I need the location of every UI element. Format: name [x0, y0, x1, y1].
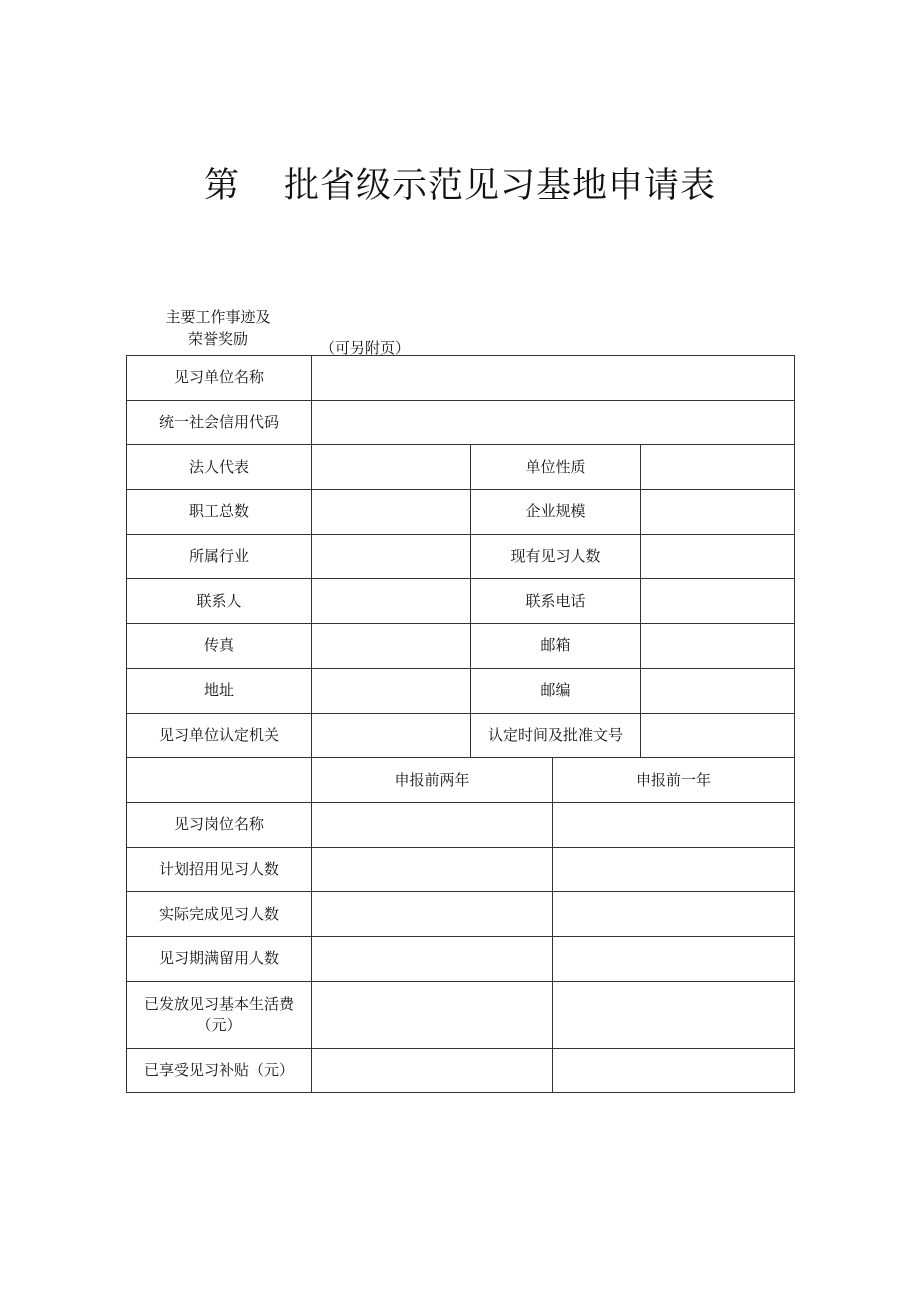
- staff-total-label: 职工总数: [127, 490, 312, 535]
- table-row: [127, 713, 795, 758]
- subsidy-one-year-field[interactable]: [553, 1048, 795, 1093]
- industry-field[interactable]: [312, 534, 471, 579]
- unit-nature-label: 单位性质: [471, 445, 641, 490]
- planned-trainees-label: 计划招用见习人数: [127, 847, 312, 892]
- retained-trainees-one-year-field[interactable]: [553, 936, 795, 981]
- staff-total-field[interactable]: [312, 490, 471, 535]
- unit-name-label: 见习单位名称: [127, 356, 312, 401]
- post-name-label: 见习岗位名称: [127, 802, 312, 847]
- planned-trainees-two-years-field[interactable]: [312, 847, 553, 892]
- table-row: [127, 847, 795, 892]
- table-row: [127, 936, 795, 981]
- col-one-year-header: 申报前一年: [553, 758, 795, 803]
- completed-trainees-label: 实际完成见习人数: [127, 892, 312, 937]
- completed-trainees-one-year-field[interactable]: [553, 892, 795, 937]
- postcode-field[interactable]: [641, 668, 795, 713]
- title-main: 批省级示范见习基地申请表: [284, 166, 717, 206]
- post-name-one-year-field[interactable]: [553, 802, 795, 847]
- address-label: 地址: [127, 668, 312, 713]
- living-allowance-label-line2: （元）: [196, 1015, 242, 1034]
- industry-label: 所属行业: [127, 534, 312, 579]
- planned-trainees-one-year-field[interactable]: [553, 847, 795, 892]
- living-allowance-label: [127, 981, 312, 1048]
- email-label: 邮箱: [471, 624, 641, 669]
- achievements-label-line1: 主要工作事迹及: [165, 308, 271, 326]
- table-row: [127, 579, 795, 624]
- current-trainees-label: 现有见习人数: [471, 534, 641, 579]
- company-scale-field[interactable]: [641, 490, 795, 535]
- table-row: [127, 892, 795, 937]
- post-name-two-years-field[interactable]: [312, 802, 553, 847]
- cert-time-doc-field[interactable]: [641, 713, 795, 758]
- retained-trainees-two-years-field[interactable]: [312, 936, 553, 981]
- unit-name-field[interactable]: [312, 356, 795, 401]
- table-row: [127, 534, 795, 579]
- table-row: [127, 624, 795, 669]
- table-row: [127, 1048, 795, 1093]
- blank-header-cell: [127, 758, 312, 803]
- table-row: [127, 445, 795, 490]
- table-row: [127, 356, 795, 401]
- table-row: [127, 400, 795, 445]
- subsidy-label: 已享受见习补贴（元）: [127, 1048, 312, 1093]
- living-allowance-two-years-field[interactable]: [312, 981, 553, 1048]
- living-allowance-label-line1: 已发放见习基本生活费: [143, 994, 294, 1013]
- legal-rep-field[interactable]: [312, 445, 471, 490]
- contact-phone-label: 联系电话: [471, 579, 641, 624]
- form-title: [0, 158, 920, 208]
- subsidy-two-years-field[interactable]: [312, 1048, 553, 1093]
- unit-nature-field[interactable]: [641, 445, 795, 490]
- cert-time-doc-label: 认定时间及批准文号: [471, 713, 641, 758]
- table-row: [127, 981, 795, 1048]
- living-allowance-one-year-field[interactable]: [553, 981, 795, 1048]
- application-form-table: [126, 355, 795, 1093]
- credit-code-label: 统一社会信用代码: [127, 400, 312, 445]
- retained-trainees-label: 见习期满留用人数: [127, 936, 312, 981]
- current-trainees-field[interactable]: [641, 534, 795, 579]
- table-row: [127, 758, 795, 803]
- postcode-label: 邮编: [471, 668, 641, 713]
- email-field[interactable]: [641, 624, 795, 669]
- fax-field[interactable]: [312, 624, 471, 669]
- table-row: [127, 668, 795, 713]
- contact-person-field[interactable]: [312, 579, 471, 624]
- attachment-note: （可另附页）: [320, 339, 411, 357]
- fax-label: 传真: [127, 624, 312, 669]
- completed-trainees-two-years-field[interactable]: [312, 892, 553, 937]
- contact-person-label: 联系人: [127, 579, 312, 624]
- legal-rep-label: 法人代表: [127, 445, 312, 490]
- company-scale-label: 企业规模: [471, 490, 641, 535]
- certifying-authority-field[interactable]: [312, 713, 471, 758]
- achievements-label-line2: 荣誉奖励: [187, 330, 248, 348]
- table-row: [127, 490, 795, 535]
- credit-code-field[interactable]: [312, 400, 795, 445]
- contact-phone-field[interactable]: [641, 579, 795, 624]
- table-row: [127, 802, 795, 847]
- col-two-years-header: 申报前两年: [312, 758, 553, 803]
- address-field[interactable]: [312, 668, 471, 713]
- certifying-authority-label: 见习单位认定机关: [127, 713, 312, 758]
- title-prefix: 第: [203, 166, 240, 206]
- achievements-label: [150, 306, 286, 350]
